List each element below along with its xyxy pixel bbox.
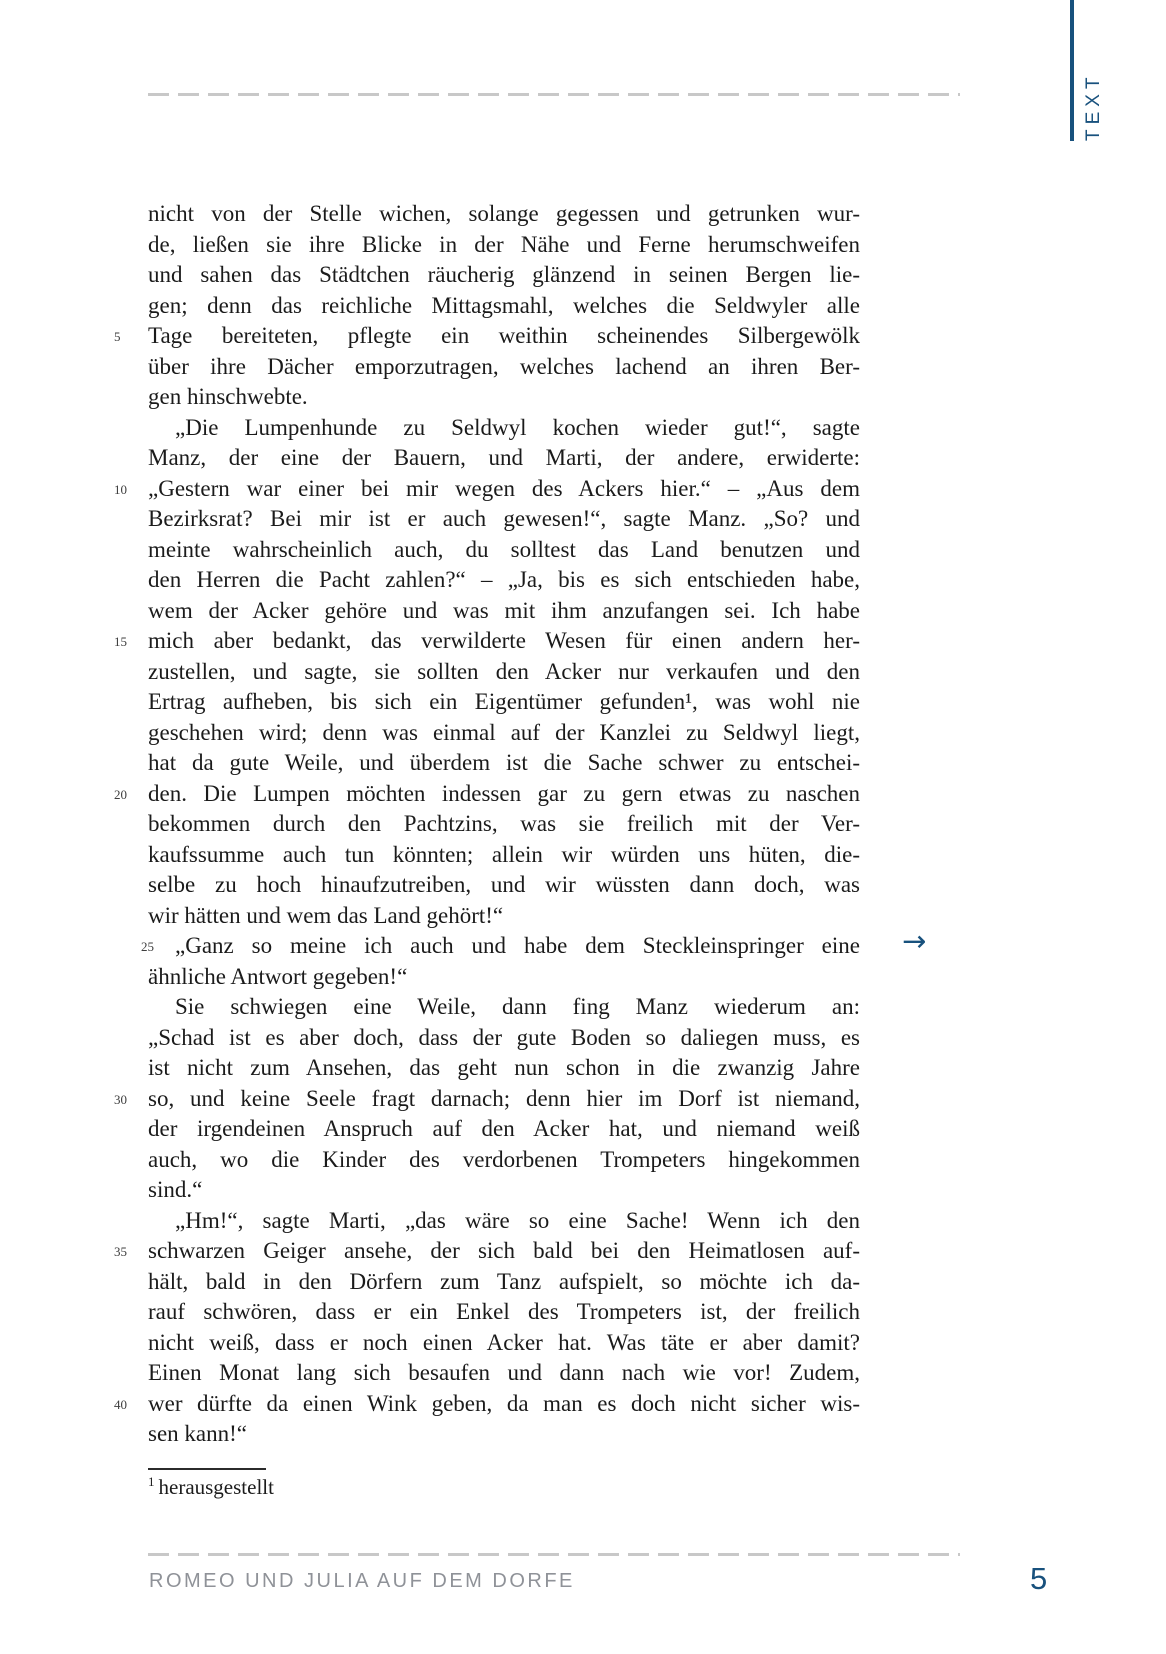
footnote-text: herausgestellt — [158, 1475, 274, 1499]
text-line — [148, 809, 860, 840]
text-line — [148, 687, 860, 718]
text-line — [148, 260, 860, 291]
line-text: „Schad ist es aber doch, dass der gute Boden so daliegen muss, es — [148, 1024, 860, 1050]
line-text: den Herren die Pacht zahlen?“ – „Ja, bis es sich entschieden habe, — [148, 567, 860, 592]
text-line — [114, 1389, 860, 1420]
line-text: de, ließen sie ihre Blicke in der Nähe und Ferne herumschweifen — [148, 231, 860, 257]
text-line — [148, 1328, 860, 1359]
line-text: wem der Acker gehöre und was mit ihm anzufangen sei. Ich habe — [148, 597, 860, 623]
text-line — [148, 443, 860, 474]
text-line — [148, 1145, 860, 1176]
line-text: rauf schwören, dass er ein Enkel des Trompeters ist, der freilich — [148, 1299, 860, 1324]
line-number: 25 — [141, 939, 154, 954]
line-text: der irgendeinen Anspruch auf den Acker hat, und niemand weiß — [148, 1116, 860, 1141]
running-title: ROMEO UND JULIA AUF DEM DORFE — [149, 1570, 575, 1592]
text-line — [148, 1023, 860, 1054]
text-line — [148, 352, 860, 383]
line-text: schwarzen Geiger ansehe, der sich bald bei den Heimatlosen auf- — [148, 1238, 860, 1263]
text-line — [148, 413, 860, 444]
line-number: 40 — [114, 1396, 127, 1412]
line-text: ähnliche Antwort gegeben!“ — [148, 963, 408, 989]
text-line — [148, 596, 860, 627]
text-line — [148, 962, 860, 993]
line-text: kaufssumme auch tun könnten; allein wir würden uns hüten, die- — [148, 841, 860, 867]
line-text: meinte wahrscheinlich auch, du solltest das Land benutzen und — [148, 536, 860, 562]
line-text: den. Die Lumpen möchten indessen gar zu gern etwas zu naschen — [148, 780, 860, 806]
line-text: selbe zu hoch hinaufzutreiben, und wir wüssten dann doch, was — [148, 872, 860, 897]
line-text: nicht von der Stelle wichen, solange gegessen und getrunken wur- — [148, 201, 860, 226]
top-dashed-rule — [148, 93, 960, 96]
text-line — [148, 199, 860, 230]
text-line — [148, 1206, 860, 1237]
line-text: bekommen durch den Pachtzins, was sie freilich mit der Ver- — [148, 811, 860, 836]
line-number: 15 — [114, 634, 127, 649]
line-text: ist nicht zum Ansehen, das geht nun schon in die zwanzig Jahre — [148, 1055, 860, 1080]
line-number: 30 — [114, 1091, 127, 1107]
line-text: geschehen wird; denn was einmal auf der Kanzlei zu Seldwyl liegt, — [148, 719, 860, 745]
text-line — [148, 992, 860, 1023]
line-text: so, und keine Seele fragt darnach; denn hier im Dorf ist niemand, — [148, 1085, 860, 1111]
footnote-rule — [148, 1468, 266, 1470]
line-text: über ihre Dächer emporzutragen, welches lachend an ihren Ber- — [148, 353, 860, 379]
text-line — [114, 321, 860, 352]
text-line — [148, 1175, 860, 1206]
line-text: gen hinschwebte. — [148, 384, 308, 409]
text-line — [141, 931, 860, 962]
text-line — [148, 1267, 860, 1298]
line-text: zustellen, und sagte, sie sollten den Acker nur verkaufen und den — [148, 658, 860, 684]
line-text: Sie schwiegen eine Weile, dann fing Manz wiederum an: — [175, 994, 860, 1019]
line-text: „Gestern war einer bei mir wegen des Ackers hier.“ – „Aus dem — [148, 475, 860, 501]
bottom-dashed-rule — [148, 1553, 960, 1556]
text-line — [148, 1419, 860, 1450]
text-line — [148, 1053, 860, 1084]
text-line — [148, 382, 860, 413]
text-line — [148, 718, 860, 749]
line-text: und sahen das Städtchen räucherig glänzend in seinen Bergen lie- — [148, 262, 860, 287]
line-number: 20 — [114, 786, 127, 802]
line-text: auch, wo die Kinder des verdorbenen Trompeters hingekommen — [148, 1146, 860, 1172]
text-line — [148, 504, 860, 535]
line-text: wer dürfte da einen Wink geben, da man es doch nicht sicher wis- — [148, 1390, 860, 1416]
line-text: Ertrag aufheben, bis sich ein Eigentümer gefunden¹, was wohl nie — [148, 689, 860, 714]
text-line — [114, 779, 860, 810]
line-text: sen kann!“ — [148, 1421, 247, 1446]
line-text: nicht weiß, dass er noch einen Acker hat. Was täte er aber damit? — [148, 1329, 860, 1355]
line-text: gen; denn das reichliche Mittagsmahl, welches die Seldwyler alle — [148, 292, 860, 318]
text-line — [148, 1114, 860, 1145]
section-tab-label: TEXT — [1083, 72, 1104, 141]
text-line — [148, 535, 860, 566]
text-line — [114, 1236, 860, 1267]
line-text: „Ganz so meine ich auch und habe dem Steckleinspringer eine — [175, 933, 860, 958]
text-line — [148, 230, 860, 261]
line-text: mich aber bedankt, das verwilderte Wesen für einen andern her- — [148, 628, 860, 653]
text-line — [148, 291, 860, 322]
text-line — [114, 1084, 860, 1115]
footnote-marker: 1 — [148, 1474, 155, 1489]
text-line — [114, 626, 860, 657]
line-text: Bezirksrat? Bei mir ist er auch gewesen!“, sagte Manz. „So? und — [148, 506, 860, 531]
line-text: „Hm!“, sagte Marti, „das wäre so eine Sache! Wenn ich den — [175, 1207, 860, 1233]
line-number: 10 — [114, 481, 127, 497]
text-line — [148, 1358, 860, 1389]
text-line — [148, 1297, 860, 1328]
text-line — [148, 840, 860, 871]
footnote — [148, 1474, 274, 1500]
line-text: sind.“ — [148, 1177, 203, 1202]
line-text: hält, bald in den Dörfern zum Tanz aufspielt, so möchte ich da- — [148, 1268, 860, 1294]
page-number: 5 — [1030, 1561, 1048, 1596]
line-number: 5 — [114, 329, 121, 344]
text-line — [148, 657, 860, 688]
text-line — [114, 474, 860, 505]
text-line — [148, 748, 860, 779]
right-arrow-icon: → — [902, 924, 927, 958]
body-text — [114, 199, 860, 1450]
line-text: hat da gute Weile, und überdem ist die Sache schwer zu entschei- — [148, 750, 860, 775]
line-text: Einen Monat lang sich besaufen und dann nach wie vor! Zudem, — [148, 1360, 860, 1385]
line-number: 35 — [114, 1244, 127, 1259]
line-text: wir hätten und wem das Land gehört!“ — [148, 902, 504, 928]
text-line — [148, 870, 860, 901]
line-text: Tage bereiteten, pflegte ein weithin scheinendes Silbergewölk — [148, 323, 860, 348]
line-text: „Die Lumpenhunde zu Seldwyl kochen wieder gut!“, sagte — [175, 414, 860, 440]
section-tab-line — [1070, 0, 1074, 141]
line-text: Manz, der eine der Bauern, und Marti, der andere, erwiderte: — [148, 445, 860, 470]
text-line — [148, 565, 860, 596]
text-line — [148, 901, 860, 932]
